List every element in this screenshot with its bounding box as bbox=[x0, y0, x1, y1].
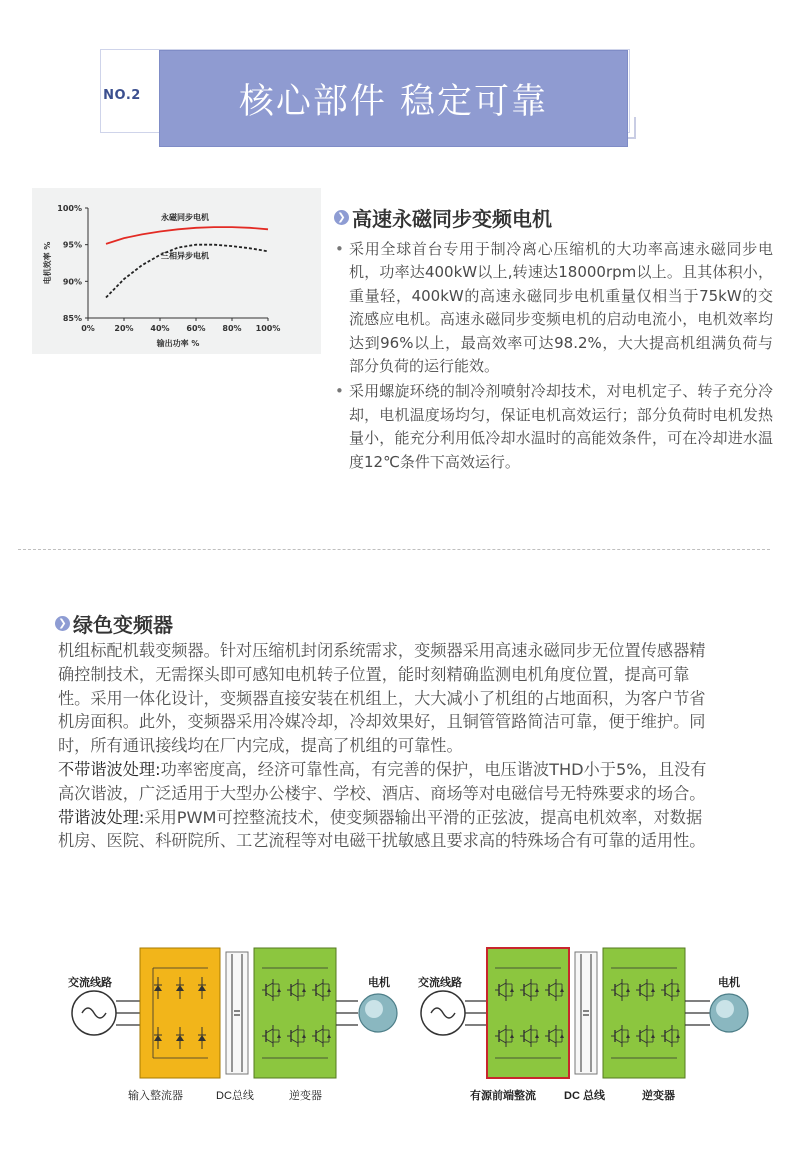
diagram-passive-rectifier bbox=[68, 948, 397, 1102]
input-rectifier-block bbox=[140, 948, 220, 1078]
harmonic-item-2-label: 带谐波处理: bbox=[58, 807, 145, 827]
series-label-1: 永磁同步电机 bbox=[161, 212, 209, 222]
motor-label: 电机 bbox=[368, 977, 390, 989]
x-axis-label: 输出功率 % bbox=[156, 339, 200, 348]
harmonic-item-1-text: 功率密度高，经济可靠性高，有完善的保护，电压谐波THD小于5%，且没有高次谐波，广泛适用于大型办公楼宇、学校、酒店、商场等对电磁信号无特殊要求的场合。 bbox=[58, 759, 707, 803]
inverter-heading-text: 绿色变频器 bbox=[73, 613, 173, 637]
inverter-block bbox=[603, 948, 685, 1078]
inverter-caption: 逆变器 bbox=[642, 1090, 675, 1102]
section-divider bbox=[18, 549, 770, 550]
ac-line-label: 交流线路 bbox=[68, 977, 112, 989]
title-banner bbox=[159, 50, 628, 147]
chevron-right-icon: ❯ bbox=[334, 210, 349, 225]
list-item: • 采用螺旋环绕的制冷剂喷射冷却技术，对电机定子、转子充分冷却，电机温度场均匀，保证电机高效运行；部分负荷时电机发热量小，能充分利用低冷却水温时的高能效条件，可在冷却进水温度12℃条件下高效运行。 bbox=[333, 380, 773, 474]
y-tick-label: 100% bbox=[57, 204, 82, 213]
inverter-block bbox=[254, 948, 336, 1078]
y-tick-label: 85% bbox=[62, 314, 82, 323]
y-axis-label: 电机效率 % bbox=[43, 241, 52, 285]
efficiency-chart bbox=[32, 188, 321, 354]
y-tick-label: 90% bbox=[62, 277, 82, 287]
diagram-active-front-end bbox=[418, 948, 748, 1102]
inverter-circuit-diagrams bbox=[58, 938, 758, 1108]
efficiency-chart-panel bbox=[32, 188, 321, 354]
section-heading-motor bbox=[334, 203, 552, 232]
inverter-intro: 机组标配机载变频器。针对压缩机封闭系统需求，变频器采用高速永磁同步无位置传感器精确控制技术，无需探头即可感知电机转子位置，能时刻精确监测电机角度位置，提高可靠性。采用一体化设计，变频器直接安装在机组上，大大减小了机组的占地面积，为客户节省机房面积。此外，变频器采用冷媒冷却，冷却效果好，且铜管管路简洁可靠，便于维护。同时，所有通讯接线均在厂内完成，提高了机组的可靠性。 bbox=[58, 641, 706, 756]
x-tick-label: 40% bbox=[150, 324, 170, 333]
dc-bus-caption: DC总线 bbox=[216, 1090, 254, 1102]
harmonic-item-2 bbox=[58, 806, 718, 854]
section-number-badge: NO.2 bbox=[103, 88, 141, 103]
active-rectifier-block bbox=[487, 948, 569, 1078]
x-tick-label: 0% bbox=[81, 324, 95, 333]
harmonic-item-1 bbox=[58, 758, 718, 806]
x-tick-label: 100% bbox=[255, 324, 281, 333]
section-heading-inverter bbox=[55, 609, 173, 638]
harmonic-item-1-label: 不带谐波处理: bbox=[58, 759, 161, 779]
x-tick-label: 80% bbox=[222, 324, 242, 333]
motor-heading-text: 高速永磁同步变频电机 bbox=[352, 207, 552, 231]
x-tick-label: 60% bbox=[186, 324, 206, 333]
rectifier-caption: 输入整流器 bbox=[128, 1090, 183, 1102]
y-tick-label: 95% bbox=[62, 240, 82, 250]
series-line-1 bbox=[106, 227, 268, 244]
harmonic-item-2-text: 采用PWM可控整流技术，使变频器输出平滑的正弦波，提高电机效率，对数据机房、医院、科研院所、工艺流程等对电磁干扰敏感且要求高的特殊场合有可靠的适用性。 bbox=[58, 807, 706, 851]
list-item: • 采用全球首台专用于制冷离心压缩机的大功率高速永磁同步电机，功率达400kW以上,转速达18000rpm以上。且其体积小，重量轻，400kW的高速永磁同步电机重量仅相当于75kW的交流感应电机。高速永磁同步变频电机的启动电流小，电机效率均达到96%以上，最高效率可达98.2%，大大提高机组满负荷与部分负荷的运行能效。 bbox=[333, 238, 773, 378]
dc-bus-block bbox=[226, 952, 248, 1074]
motor-bullet-list bbox=[333, 238, 773, 476]
rectifier-caption: 有源前端整流 bbox=[470, 1090, 536, 1102]
dc-bus-caption: DC 总线 bbox=[564, 1090, 605, 1102]
inverter-caption: 逆变器 bbox=[289, 1090, 322, 1102]
motor-label: 电机 bbox=[718, 977, 740, 989]
series-label-2: 三相异步电机 bbox=[161, 251, 209, 261]
chevron-right-icon: ❯ bbox=[55, 616, 70, 631]
x-tick-label: 20% bbox=[114, 324, 134, 333]
dc-bus-block bbox=[575, 952, 597, 1074]
ac-line-label: 交流线路 bbox=[418, 977, 462, 989]
page-title: 核心部件 稳定可靠 bbox=[238, 81, 549, 122]
inverter-description bbox=[58, 639, 718, 853]
